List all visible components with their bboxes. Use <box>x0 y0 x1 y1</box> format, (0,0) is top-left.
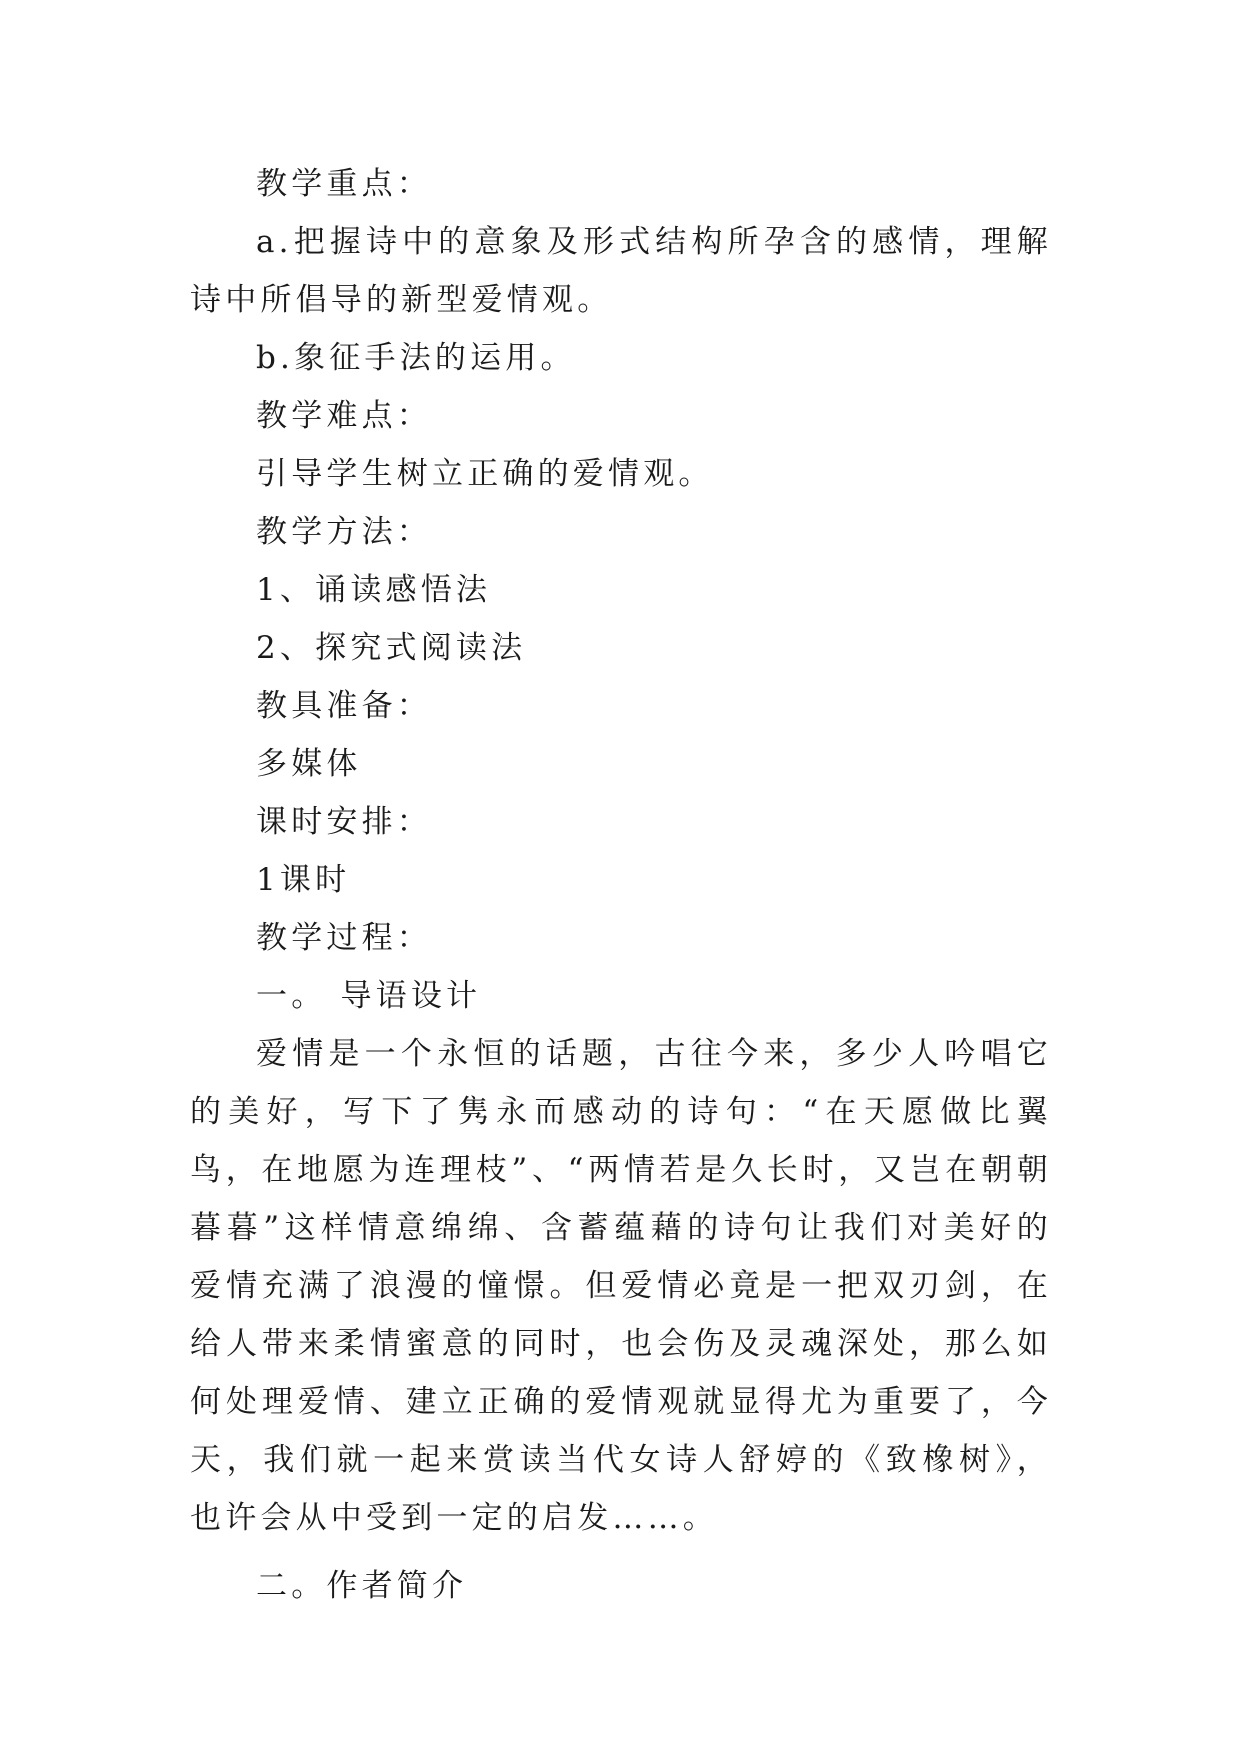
schedule-text: 1课时 <box>256 862 351 898</box>
heading-teaching-method: 教学方法： <box>256 514 432 550</box>
heading-teaching-aids: 教具准备： <box>256 688 432 724</box>
difficulty-text: 引导学生树立正确的爱情观。 <box>256 456 714 492</box>
section-one-title: 一。 导语设计 <box>256 978 482 1014</box>
aids-text: 多媒体 <box>256 746 362 782</box>
heading-teaching-process: 教学过程： <box>256 920 432 956</box>
method-item-2: 2、探究式阅读法 <box>256 630 527 666</box>
document-body <box>190 155 1052 1615</box>
heading-teaching-difficulty: 教学难点： <box>256 398 432 434</box>
method-item-1: 1、诵读感悟法 <box>256 572 492 608</box>
focus-item-a: a.把握诗中的意象及形式结构所孕含的感情，理解诗中所倡导的新型爱情观。 <box>190 224 1052 318</box>
section-two-title: 二。作者简介 <box>256 1568 468 1604</box>
heading-teaching-focus: 教学重点： <box>256 166 432 202</box>
heading-class-schedule: 课时安排： <box>256 804 432 840</box>
focus-item-b: b.象征手法的运用。 <box>256 340 576 376</box>
intro-paragraph: 爱情是一个永恒的话题，古往今来，多少人吟唱它的美好，写下了隽永而感动的诗句：“在天愿做比翼鸟，在地愿为连理枝”、“两情若是久长时，又岂在朝朝暮暮”这样情意绵绵、含蓄蕴藉的诗句让我们对美好的爱情充满了浪漫的憧憬。但爱情必竟是一把双刃剑，在给人带来柔情蜜意的同时，也会伤及灵魂深处，那么如何处理爱情、建立正确的爱情观就显得尤为重要了，今天，我们就一起来赏读当代女诗人舒婷的《致橡树》，也许会从中受到一定的启发……。 <box>190 1036 1052 1536</box>
